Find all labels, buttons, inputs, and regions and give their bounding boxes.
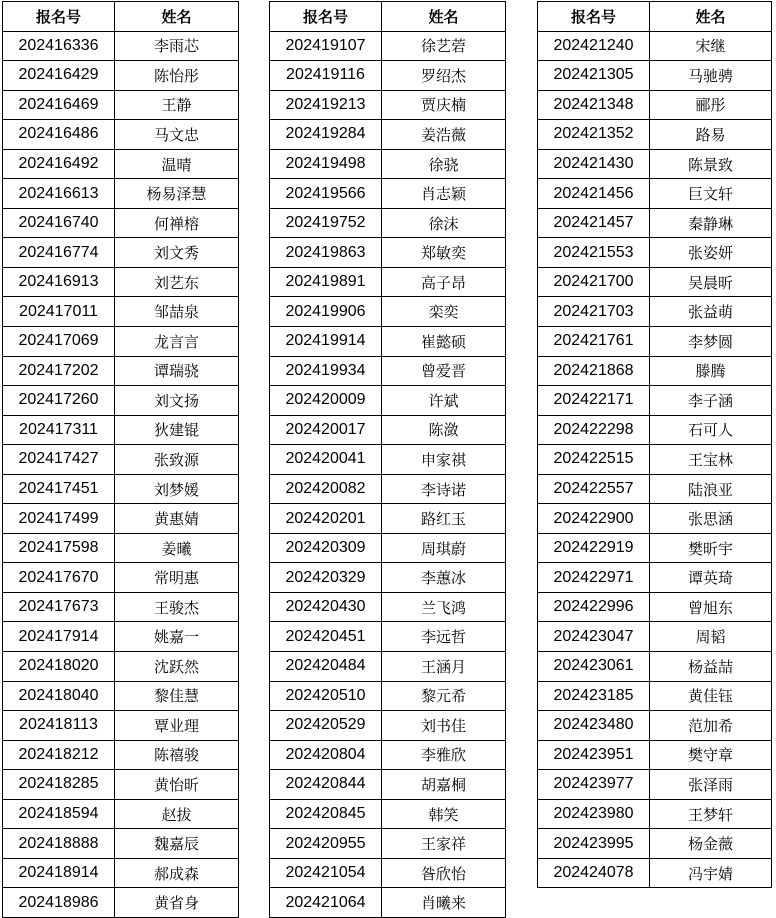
table-row [538,681,772,711]
name-cell: 王宝林 [650,445,772,475]
registration-number-cell: 202421352 [538,120,650,150]
table-row [538,445,772,475]
table-row [270,652,506,682]
name-cell: 刘书佳 [382,711,506,741]
table-row [3,327,239,357]
table-row [3,149,239,179]
table-row [3,622,239,652]
name-cell: 张思涵 [650,504,772,534]
registration-number-cell: 202420009 [270,386,382,416]
registration-number-cell: 202420804 [270,740,382,770]
table-row [3,888,239,918]
table-row [270,711,506,741]
name-cell: 王骏杰 [115,592,239,622]
header-row [3,2,239,32]
name-cell: 陈禧骏 [115,740,239,770]
table-row [3,120,239,150]
name-cell: 申家祺 [382,445,506,475]
registration-number-cell: 202417311 [3,415,115,445]
registration-number-cell: 202420955 [270,829,382,859]
name-cell: 路易 [650,120,772,150]
table-row [270,740,506,770]
table-row [270,563,506,593]
table-row [538,31,772,61]
table-row [3,238,239,268]
registration-number-cell: 202422919 [538,533,650,563]
table-row [3,31,239,61]
table-row [3,770,239,800]
name-cell: 许斌 [382,386,506,416]
registration-number-cell: 202421054 [270,858,382,888]
name-cell: 郝成森 [115,858,239,888]
table-row [3,740,239,770]
registration-number-cell: 202417670 [3,563,115,593]
table-row [3,386,239,416]
registration-number-cell: 202420201 [270,504,382,534]
name-cell: 沈跃然 [115,652,239,682]
name-cell: 李蕙冰 [382,563,506,593]
table-row [270,592,506,622]
name-cell: 李雅欣 [382,740,506,770]
name-cell: 罗绍杰 [382,61,506,91]
registration-number-cell: 202420451 [270,622,382,652]
registration-number-cell: 202421868 [538,356,650,386]
name-cell: 宋继 [650,31,772,61]
registration-number-cell: 202416469 [3,90,115,120]
name-cell: 徐艺菪 [382,31,506,61]
table-row [270,297,506,327]
registration-number-cell: 202421456 [538,179,650,209]
registration-number-cell: 202416336 [3,31,115,61]
header-row [270,2,506,32]
name-cell: 贾庆楠 [382,90,506,120]
registration-number-cell: 202421700 [538,267,650,297]
registration-number-cell: 202416613 [3,179,115,209]
table-row [3,297,239,327]
table-row [270,120,506,150]
registration-number-cell: 202419934 [270,356,382,386]
table-row [538,208,772,238]
name-cell: 陈景致 [650,149,772,179]
name-cell: 杨金薇 [650,829,772,859]
header-id: 报名号 [538,2,650,32]
registration-number-cell: 202418020 [3,652,115,682]
table-row [538,829,772,859]
table-row [3,415,239,445]
table-row [538,61,772,91]
table-row [3,563,239,593]
name-cell: 黄惠婧 [115,504,239,534]
table-row [538,415,772,445]
table-row [270,356,506,386]
header-id: 报名号 [3,2,115,32]
table-row [538,327,772,357]
name-cell: 肖志颖 [382,179,506,209]
table-row [538,592,772,622]
table-row [3,829,239,859]
name-cell: 巨文轩 [650,179,772,209]
table-row [270,770,506,800]
name-cell: 周琪蔚 [382,533,506,563]
table-row [270,90,506,120]
registration-number-cell: 202419213 [270,90,382,120]
name-cell: 兰飞鸿 [382,592,506,622]
registration-number-cell: 202417427 [3,445,115,475]
name-cell: 张泽雨 [650,770,772,800]
registration-number-cell: 202416492 [3,149,115,179]
table-row [538,297,772,327]
name-cell: 肖曦来 [382,888,506,918]
registration-number-cell: 202420845 [270,799,382,829]
name-cell: 黄省身 [115,888,239,918]
registration-number-cell: 202419752 [270,208,382,238]
registration-number-cell: 202417202 [3,356,115,386]
registration-number-cell: 202421761 [538,327,650,357]
registration-number-cell: 202418113 [3,711,115,741]
registration-number-cell: 202419914 [270,327,382,357]
table-row [538,267,772,297]
name-cell: 李诗诺 [382,474,506,504]
name-cell: 李雨芯 [115,31,239,61]
registration-number-cell: 202420329 [270,563,382,593]
table-row [538,711,772,741]
registration-number-cell: 202421553 [538,238,650,268]
table-row [270,799,506,829]
table-row [270,61,506,91]
table-row [3,90,239,120]
table-row [538,120,772,150]
table-row [270,681,506,711]
name-cell: 龙言言 [115,327,239,357]
table-row [270,31,506,61]
registration-number-cell: 202419284 [270,120,382,150]
registration-number-cell: 202418986 [3,888,115,918]
table-row [538,504,772,534]
table-row [538,356,772,386]
table-row [538,386,772,416]
name-cell: 崔懿硕 [382,327,506,357]
table-row [3,681,239,711]
name-cell: 栾奕 [382,297,506,327]
table-row [538,799,772,829]
name-cell: 曾旭东 [650,592,772,622]
registration-number-cell: 202421305 [538,61,650,91]
table-row [270,267,506,297]
table-row [538,652,772,682]
name-cell: 昝欣怡 [382,858,506,888]
name-cell: 陈怡彤 [115,61,239,91]
table-row [538,90,772,120]
registration-number-cell: 202418285 [3,770,115,800]
table-row [3,504,239,534]
registration-number-cell: 202419863 [270,238,382,268]
name-cell: 张益萌 [650,297,772,327]
registration-number-cell: 202419906 [270,297,382,327]
table-row [538,238,772,268]
registration-number-cell: 202424078 [538,858,650,888]
registration-number-cell: 202423951 [538,740,650,770]
roster-table-3 [537,1,772,888]
name-cell: 刘文扬 [115,386,239,416]
table-row [3,799,239,829]
name-cell: 曾爱晋 [382,356,506,386]
table-row [270,622,506,652]
name-cell: 谭英琦 [650,563,772,593]
name-cell: 冯宇婧 [650,858,772,888]
name-cell: 黄佳钰 [650,681,772,711]
table-row [3,208,239,238]
table-row [3,267,239,297]
registration-number-cell: 202422971 [538,563,650,593]
registration-number-cell: 202418594 [3,799,115,829]
registration-number-cell: 202417069 [3,327,115,357]
table-row [3,652,239,682]
registration-number-cell: 202422515 [538,445,650,475]
registration-number-cell: 202420510 [270,681,382,711]
name-cell: 周韬 [650,622,772,652]
header-id: 报名号 [270,2,382,32]
registration-number-cell: 202419116 [270,61,382,91]
name-cell: 姜曦 [115,533,239,563]
table-row [270,208,506,238]
table-row [538,740,772,770]
name-cell: 温晴 [115,149,239,179]
registration-number-cell: 202418212 [3,740,115,770]
name-cell: 魏嘉辰 [115,829,239,859]
name-cell: 刘艺东 [115,267,239,297]
table-row [270,179,506,209]
table-row [270,888,506,918]
registration-number-cell: 202422298 [538,415,650,445]
table-row [538,563,772,593]
header-name: 姓名 [115,2,239,32]
table-row [270,445,506,475]
name-cell: 狄建锟 [115,415,239,445]
table-row [270,858,506,888]
name-cell: 滕腾 [650,356,772,386]
name-cell: 樊昕宇 [650,533,772,563]
name-cell: 王静 [115,90,239,120]
registration-number-cell: 202421430 [538,149,650,179]
table-row [270,149,506,179]
name-cell: 杨益喆 [650,652,772,682]
registration-number-cell: 202417598 [3,533,115,563]
table-row [270,829,506,859]
registration-number-cell: 202423480 [538,711,650,741]
name-cell: 杨易泽慧 [115,179,239,209]
registration-number-cell: 202422996 [538,592,650,622]
registration-number-cell: 202421240 [538,31,650,61]
name-cell: 张姿妍 [650,238,772,268]
table-row [538,149,772,179]
registration-number-cell: 202423061 [538,652,650,682]
registration-number-cell: 202416429 [3,61,115,91]
name-cell: 秦静琳 [650,208,772,238]
table-row [538,770,772,800]
name-cell: 刘文秀 [115,238,239,268]
name-cell: 王家祥 [382,829,506,859]
registration-number-cell: 202419107 [270,31,382,61]
table-row [270,386,506,416]
registration-number-cell: 202423995 [538,829,650,859]
roster-table-1 [2,1,239,918]
table-row [270,327,506,357]
name-cell: 李梦圆 [650,327,772,357]
registration-number-cell: 202421348 [538,90,650,120]
name-cell: 徐骁 [382,149,506,179]
registration-number-cell: 202420309 [270,533,382,563]
name-cell: 石可人 [650,415,772,445]
roster-table-2 [269,1,506,918]
registration-number-cell: 202420484 [270,652,382,682]
registration-number-cell: 202420017 [270,415,382,445]
name-cell: 路红玉 [382,504,506,534]
table-row [3,445,239,475]
table-row [270,533,506,563]
registration-number-cell: 202418888 [3,829,115,859]
registration-number-cell: 202419498 [270,149,382,179]
table-row [538,474,772,504]
name-cell: 吴晨昕 [650,267,772,297]
table-row [538,533,772,563]
table-row [3,356,239,386]
table-row [3,61,239,91]
name-cell: 郑敏奕 [382,238,506,268]
table-row [3,592,239,622]
registration-number-cell: 202419566 [270,179,382,209]
registration-number-cell: 202418040 [3,681,115,711]
registration-number-cell: 202423980 [538,799,650,829]
registration-number-cell: 202422900 [538,504,650,534]
registration-number-cell: 202416486 [3,120,115,150]
registration-number-cell: 202417011 [3,297,115,327]
registration-number-cell: 202423047 [538,622,650,652]
name-cell: 樊守章 [650,740,772,770]
name-cell: 李远哲 [382,622,506,652]
table-row [270,474,506,504]
name-cell: 马驰骋 [650,61,772,91]
table-row [3,533,239,563]
registration-number-cell: 202423977 [538,770,650,800]
name-cell: 王梦轩 [650,799,772,829]
name-cell: 范加希 [650,711,772,741]
name-cell: 邹喆泉 [115,297,239,327]
registration-number-cell: 202416740 [3,208,115,238]
registration-number-cell: 202416774 [3,238,115,268]
name-cell: 陈潋 [382,415,506,445]
table-row [538,858,772,888]
registration-number-cell: 202416913 [3,267,115,297]
name-cell: 王涵月 [382,652,506,682]
name-cell: 郦彤 [650,90,772,120]
name-cell: 赵拔 [115,799,239,829]
name-cell: 陆浪亚 [650,474,772,504]
header-row [538,2,772,32]
registration-number-cell: 202422557 [538,474,650,504]
name-cell: 覃业理 [115,711,239,741]
name-cell: 姚嘉一 [115,622,239,652]
name-cell: 何禅榕 [115,208,239,238]
registration-number-cell: 202417673 [3,592,115,622]
registration-number-cell: 202420082 [270,474,382,504]
registration-number-cell: 202419891 [270,267,382,297]
name-cell: 姜浩薇 [382,120,506,150]
table-row [270,238,506,268]
registration-number-cell: 202422171 [538,386,650,416]
name-cell: 马文忠 [115,120,239,150]
name-cell: 黎佳慧 [115,681,239,711]
name-cell: 高子昂 [382,267,506,297]
table-row [538,179,772,209]
name-cell: 张致源 [115,445,239,475]
name-cell: 黄怡昕 [115,770,239,800]
registration-number-cell: 202420844 [270,770,382,800]
name-cell: 常明惠 [115,563,239,593]
table-row [270,415,506,445]
registration-number-cell: 202417914 [3,622,115,652]
registration-number-cell: 202420529 [270,711,382,741]
name-cell: 刘梦媛 [115,474,239,504]
registration-number-cell: 202417451 [3,474,115,504]
table-row [3,179,239,209]
name-cell: 韩笑 [382,799,506,829]
registration-number-cell: 202421703 [538,297,650,327]
name-cell: 李子涵 [650,386,772,416]
header-name: 姓名 [382,2,506,32]
table-row [538,622,772,652]
registration-number-cell: 202417260 [3,386,115,416]
table-row [3,711,239,741]
name-cell: 徐沫 [382,208,506,238]
table-row [270,504,506,534]
name-cell: 黎元希 [382,681,506,711]
name-cell: 谭瑞骁 [115,356,239,386]
header-name: 姓名 [650,2,772,32]
registration-number-cell: 202420430 [270,592,382,622]
registration-number-cell: 202417499 [3,504,115,534]
table-row [3,474,239,504]
registration-number-cell: 202423185 [538,681,650,711]
table-row [3,858,239,888]
registration-number-cell: 202421457 [538,208,650,238]
registration-number-cell: 202420041 [270,445,382,475]
registration-number-cell: 202418914 [3,858,115,888]
name-cell: 胡嘉桐 [382,770,506,800]
registration-number-cell: 202421064 [270,888,382,918]
